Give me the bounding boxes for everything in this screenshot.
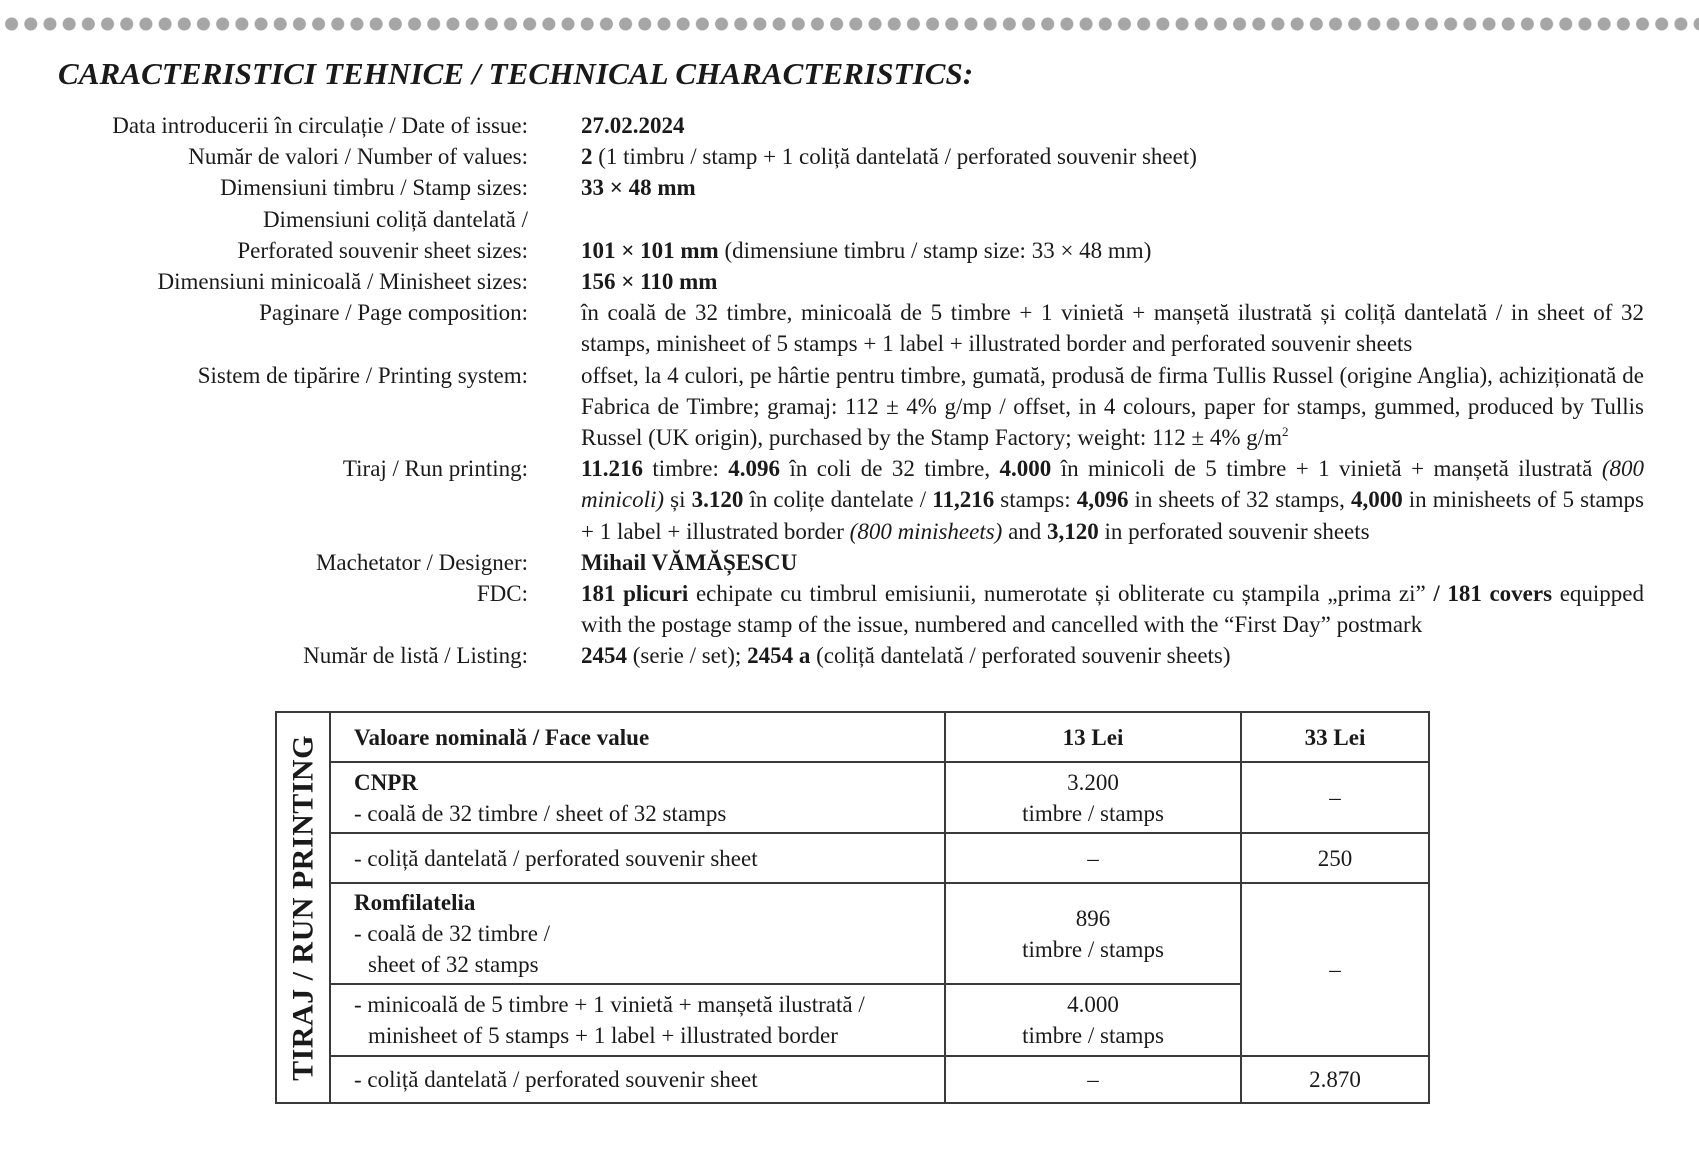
fdc-text: echipate cu timbrul emisiunii, numerotate și obliterate cu ștampila „prima zi”	[688, 581, 1434, 607]
spec-value	[581, 453, 1644, 547]
romf-colita-33: 2.870	[1241, 1056, 1429, 1103]
superscript: 2	[1282, 424, 1289, 440]
spec-label: Dimensiuni minicoală / Minisheet sizes:	[157, 269, 528, 295]
page-title: CARACTERISTICI TEHNICE / TECHNICAL CHARACTERISTICS:	[58, 56, 974, 91]
spec-label-line2: Perforated souvenir sheet sizes:	[237, 237, 528, 263]
spec-label: Machetator / Designer:	[315, 549, 528, 575]
cnpr-colita-13: –	[945, 833, 1241, 883]
spec-label	[0, 204, 528, 266]
listing-text: (serie / set);	[627, 643, 748, 669]
run-text: în coli de 32 timbre,	[780, 456, 1000, 482]
romf-mini-line2: minisheet of 5 stamps + 1 label + illustrated border	[368, 1023, 838, 1048]
spec-minisheet-sizes	[0, 266, 1644, 297]
spec-label: FDC:	[476, 581, 528, 607]
spec-label-line1: Dimensiuni coliță dantelată /	[262, 206, 528, 232]
listing-sheet: 2454 a	[747, 643, 811, 669]
spec-date	[0, 110, 1644, 141]
cnpr-sheet-label: - coală de 32 timbre / sheet of 32 stamps	[354, 800, 727, 826]
cnpr-sheet-13-unit: timbre / stamps	[1022, 800, 1164, 826]
cnpr-colita-33: 250	[1241, 833, 1429, 883]
side-label-cell	[276, 712, 330, 1103]
romf-title: Romfilatelia	[354, 890, 476, 915]
table-row	[276, 1056, 1429, 1103]
fdc-count-en: / 181 covers	[1433, 581, 1553, 607]
run-text: și	[664, 487, 692, 513]
run-total-en: 11,216	[932, 487, 995, 513]
listing-text: (coliță dantelată / perforated souvenir sheets)	[810, 643, 1231, 669]
romf-colita-desc: - coliță dantelată / perforated souvenir sheet	[330, 1056, 945, 1103]
romf-sheet-line1: - coală de 32 timbre /	[354, 921, 551, 946]
spec-listing	[0, 640, 1644, 671]
stamp-sizes-value: 33 × 48 mm	[581, 175, 696, 201]
run-text: in sheets of 32 stamps,	[1128, 487, 1351, 513]
fdc-count: 181 plicuri	[581, 581, 689, 607]
header-33-lei: 33 Lei	[1241, 712, 1429, 762]
spec-value	[581, 360, 1644, 454]
romf-sheet-13-count: 896	[1075, 905, 1111, 931]
values-count: 2	[581, 144, 593, 170]
cnpr-colita-desc: - coliță dantelată / perforated souvenir sheet	[330, 833, 945, 883]
spec-designer	[0, 547, 1644, 578]
run-text: stamps:	[994, 487, 1077, 513]
romf-sheet-13-unit: timbre / stamps	[1022, 936, 1164, 962]
header-13-lei: 13 Lei	[945, 712, 1241, 762]
spec-stamp-sizes	[0, 172, 1644, 203]
spec-label: Număr de valori / Number of values:	[188, 144, 528, 170]
run-text: in minisheets of 5 stamps + 1 label + illustrated border	[581, 487, 1645, 544]
romf-mini-desc	[330, 984, 945, 1056]
romf-sheet-line2: sheet of 32 stamps	[368, 952, 539, 977]
header-face-value: Valoare nominală / Face value	[330, 712, 945, 762]
listing-set: 2454	[581, 643, 627, 669]
spec-value: în coală de 32 timbre, minicoală de 5 timbre + 1 vinietă + manșetă ilustrată și coliță dantelată / in sheet of 32 stamps, minisheet of 5 stamps + 1 label + illustrated border and perforated souvenir sheets	[581, 300, 1644, 357]
run-text: in perforated souvenir sheets	[1098, 518, 1370, 544]
sheet-sizes-detail: (dimensiune timbru / stamp size: 33 × 48 mm)	[718, 237, 1152, 263]
spec-label: Tiraj / Run printing:	[342, 456, 528, 482]
run-note-en: (800 minisheets)	[849, 518, 1003, 544]
run-text: în minicoli de 5 timbre + 1 vinietă + manșetă ilustrată	[1051, 456, 1602, 482]
run-sheets: 4.096	[728, 456, 781, 482]
specs-list	[0, 110, 1644, 672]
spec-label: Data introducerii în circulație / Date of issue:	[112, 113, 528, 138]
spec-sheet-sizes	[0, 204, 1644, 266]
fdc-text-en: equipped with the postage stamp of the issue, numbered and cancelled with the “First Day” postmark	[581, 581, 1645, 638]
romf-sheet-desc	[330, 883, 945, 984]
table-row	[276, 883, 1429, 984]
table-row	[276, 762, 1429, 833]
dotted-border	[0, 16, 1699, 32]
spec-run-printing	[0, 453, 1644, 547]
run-minisheets-en: 4,000	[1350, 487, 1403, 513]
romf-mini-13-count: 4.000	[1067, 992, 1119, 1017]
run-total: 11.216	[581, 456, 643, 482]
sheet-sizes-value: 101 × 101 mm	[581, 237, 719, 263]
romf-colita-13: –	[945, 1056, 1241, 1103]
spec-label: Sistem de tipărire / Printing system:	[197, 362, 528, 388]
minisheet-sizes-value: 156 × 110 mm	[581, 269, 718, 295]
values-detail: (1 timbru / stamp + 1 coliță dantelată / perforated souvenir sheet)	[592, 144, 1197, 170]
run-text: timbre:	[642, 456, 729, 482]
spec-fdc	[0, 578, 1644, 640]
side-label: TIRAJ / RUN PRINTING	[286, 734, 320, 1081]
run-text: în colițe dantelate /	[743, 487, 933, 513]
spec-value	[581, 141, 1644, 172]
romf-mini-13	[945, 984, 1241, 1056]
spec-value	[581, 172, 1644, 203]
run-souvenir: 3.120	[691, 487, 744, 513]
cnpr-sheet-13-count: 3.200	[1067, 769, 1119, 795]
spec-label: Dimensiuni timbru / Stamp sizes:	[220, 175, 528, 201]
spec-printing-system	[0, 360, 1644, 454]
printing-system-text: offset, la 4 culori, pe hârtie pentru timbre, gumată, produsă de firma Tullis Russel (origine Anglia), achiziționată de Fabrica de Timbre; gramaj: 112 ± 4% g/mp / offset, in 4 colours, paper for stamps, gummed, produced by Tullis Russel (UK origin), purchased by the Stamp Factory; weight: 112 ± 4% g/m	[581, 362, 1644, 451]
spec-value	[581, 266, 1644, 297]
romf-sheet-13	[945, 883, 1241, 984]
run-minisheets: 4.000	[999, 456, 1052, 482]
cnpr-sheet-33: –	[1241, 762, 1429, 833]
cnpr-sheet-13	[945, 762, 1241, 833]
designer-name: Mihail VĂMĂȘESCU	[581, 549, 798, 575]
romf-mini-line1: - minicoală de 5 timbre + 1 vinietă + manșetă ilustrată /	[354, 992, 865, 1017]
spec-value	[581, 578, 1644, 640]
spec-page-composition	[0, 297, 1644, 359]
table-row	[276, 833, 1429, 883]
spec-value	[581, 110, 1644, 141]
run-text: and	[1002, 518, 1048, 544]
romf-sheet-mini-33: –	[1241, 883, 1429, 1056]
spec-values	[0, 141, 1644, 172]
spec-label: Număr de listă / Listing:	[303, 643, 528, 669]
cnpr-sheet-desc	[330, 762, 945, 833]
spec-value	[581, 640, 1644, 671]
run-sheets-en: 4,096	[1076, 487, 1129, 513]
romf-mini-13-unit: timbre / stamps	[1022, 1023, 1164, 1048]
spec-value	[581, 204, 1644, 266]
run-printing-table	[275, 711, 1430, 1104]
table-header-row	[276, 712, 1429, 762]
run-note: (800 minicoli)	[581, 456, 1644, 513]
spec-value	[581, 547, 1644, 578]
date-value: 27.02.2024	[581, 113, 685, 138]
cnpr-title: CNPR	[354, 769, 418, 795]
run-souvenir-en: 3,120	[1047, 518, 1099, 544]
spec-label: Paginare / Page composition:	[259, 300, 528, 326]
